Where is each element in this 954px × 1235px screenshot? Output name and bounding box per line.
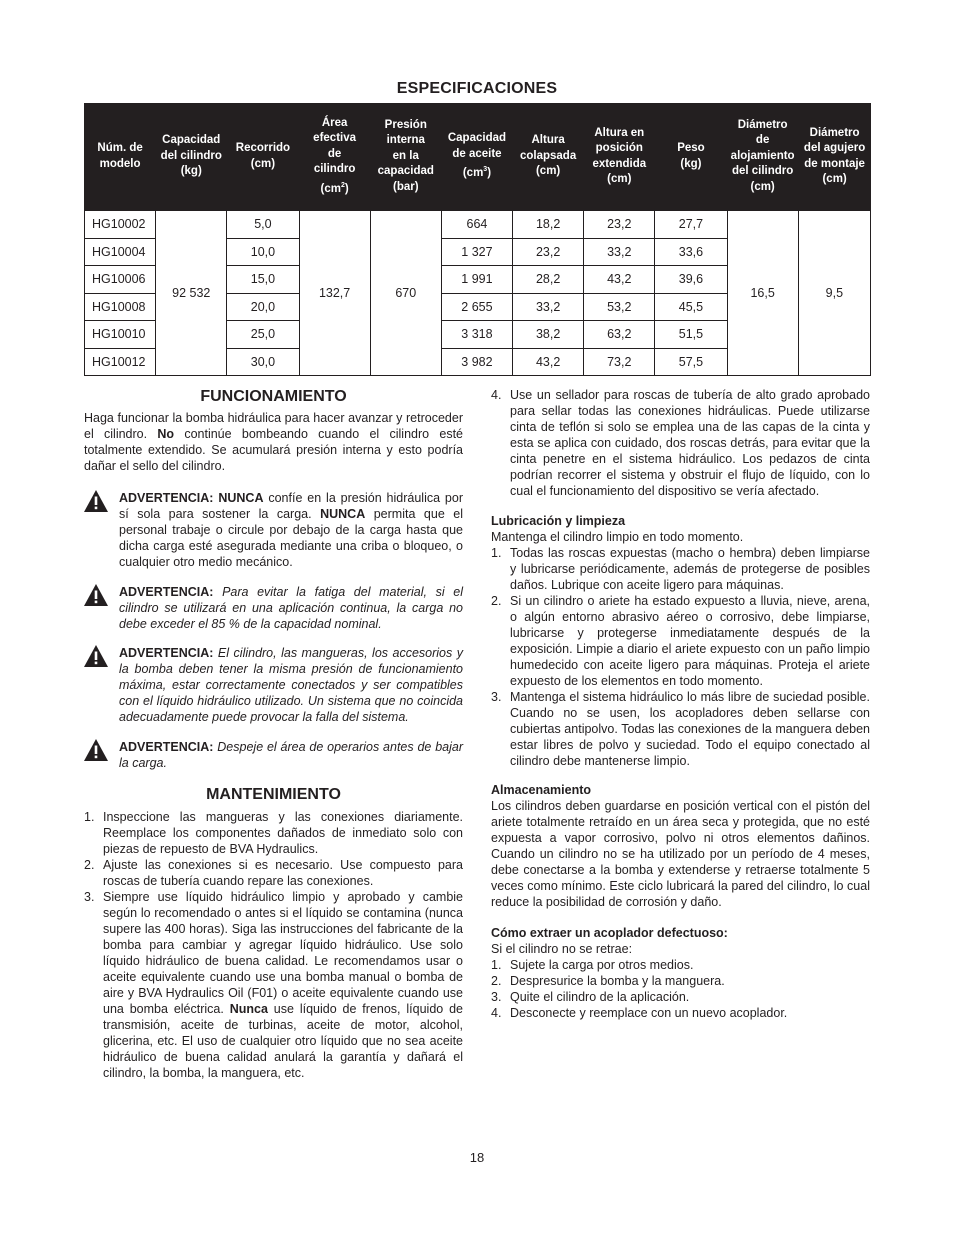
cell-extended: 73,2: [584, 348, 655, 376]
cell-stroke: 5,0: [227, 211, 299, 239]
header-housing: Diámetro de alojamiento del cilindro (cm): [727, 103, 798, 211]
cell-weight: 33,6: [655, 238, 727, 266]
mantenimiento-list: [84, 809, 463, 1081]
list-number: 3.: [491, 990, 502, 1004]
cell-stroke: 15,0: [227, 266, 299, 294]
list-text: Sujete la carga por otros medios.: [510, 958, 694, 972]
warning-1: [84, 490, 463, 570]
mantenimiento-list-continued: [491, 387, 870, 499]
list-text: Mantenga el sistema hidráulico lo más libre de suciedad posible. Cuando no se usen, los acopladores deben sellarse con cubiertas antipolvo. Todas las conexiones de la manguera deben estar libres de polvo y suciedad. Todo el equipo conectado al cilindro debe mantenerse limpio.: [510, 690, 870, 768]
page-number: 18: [469, 1150, 485, 1165]
mantenimiento-continued: [491, 387, 870, 499]
list-number: 1.: [491, 958, 502, 972]
header-oil: Capacidad de aceite $(cm^3)$: [441, 103, 512, 211]
list-item: [491, 973, 870, 989]
header-hole: Diámetro del agujero de montaje (cm): [798, 103, 870, 211]
list-item: [491, 989, 870, 1005]
cell-oil: 664: [441, 211, 512, 239]
cell-oil: 1 991: [441, 266, 512, 294]
list-number: 2.: [491, 974, 502, 988]
header-extended: Altura en posición extendida (cm): [584, 103, 655, 211]
spec-header-row: [85, 103, 871, 211]
text-run-bold: Nunca: [229, 1002, 268, 1016]
warning-text: Despeje el área de operarios antes de bajar la carga.: [119, 740, 463, 770]
list-item: [491, 957, 870, 973]
header-model: Núm. de modelo: [85, 103, 156, 211]
almacenamiento-text: Los cilindros deben guardarse en posición vertical con el pistón del ariete totalmente retraído en un área seca y protegida, que no esté expuesta a vapor corrosivo, polvo ni otros elementos dañinos. Cuando un cilindro no se ha utilizado por un período de 4 meses, debe conectarse a la bomba y extenderse y retraerse totalmente 5 veces como mínimo. Este ciclo lubricará la pared del cilindro, lo cual reduce la posibilidad de corrosión y daño.: [491, 799, 870, 909]
list-text: Inspeccione las mangueras y las conexiones diariamente. Reemplace los componentes dañados de inmediato solo con piezas de repuesto de BVA Hydraulics.: [103, 810, 463, 856]
list-text: Todas las roscas expuestas (macho o hembra) deben limpiarse y lubricarse periódicamente, además de protegerse de posibles daños. Lubrique con aceite ligero para máquinas.: [510, 546, 870, 592]
cell-collapsed: 38,2: [513, 321, 584, 349]
cell-stroke: 10,0: [227, 238, 299, 266]
mantenimiento-section: [84, 787, 463, 1081]
list-item: [491, 387, 870, 499]
list-item: [491, 689, 870, 769]
text-run-bold: No: [157, 427, 175, 441]
warning-triangle-icon: [84, 584, 108, 606]
cell-weight: 45,5: [655, 293, 727, 321]
cell-model: HG10012: [85, 348, 156, 376]
warning-label: ADVERTENCIA:: [119, 646, 214, 660]
warning-label: ADVERTENCIA:: [119, 491, 214, 505]
text-run: Haga funcionar la bomba hidráulica para hacer avanzar y retroceder el cilindro.: [84, 411, 463, 441]
list-number: 4.: [491, 1006, 502, 1020]
acoplador-intro: Si el cilindro no se retrae:: [491, 942, 633, 956]
acoplador-heading: Cómo extraer un acoplador defectuoso:: [491, 926, 728, 940]
header-stroke: Recorrido (cm): [227, 103, 299, 211]
list-number: 2.: [491, 594, 502, 608]
header-weight: Peso (kg): [655, 103, 727, 211]
cell-weight: 57,5: [655, 348, 727, 376]
almacenamiento-section: [491, 782, 870, 910]
header-capacity: Capacidad del cilindro (kg): [156, 103, 227, 211]
acoplador-section: [491, 925, 870, 1021]
text-run-bold: NUNCA: [320, 507, 366, 521]
list-item: [84, 857, 463, 889]
table-row: [85, 211, 871, 239]
list-text: Quite el cilindro de la aplicación.: [510, 990, 690, 1004]
warning-text: Para evitar la fatiga del material, si el cilindro se utilizará en una aplicación continua, la carga no debe exceder el 85 % de la capacidad nominal.: [119, 585, 463, 631]
header-area: Área efectiva de cilindro $(cm^2)$: [299, 103, 370, 211]
list-number: 2.: [84, 858, 95, 872]
cell-collapsed: 43,2: [513, 348, 584, 376]
cell-collapsed: 18,2: [513, 211, 584, 239]
warning-label: ADVERTENCIA:: [119, 740, 214, 754]
cell-capacity: 92 532: [156, 211, 227, 376]
funcionamiento-section: [84, 389, 463, 474]
warning-3: [84, 645, 463, 725]
list-number: 1.: [491, 546, 502, 560]
cell-model: HG10004: [85, 238, 156, 266]
cell-oil: 3 982: [441, 348, 512, 376]
list-text: Desconecte y reemplace con un nuevo acoplador.: [510, 1006, 788, 1020]
lubricacion-intro: Mantenga el cilindro limpio en todo momento.: [491, 530, 744, 544]
cell-weight: 51,5: [655, 321, 727, 349]
warning-triangle-icon: [84, 645, 108, 667]
cell-housing: 16,5: [727, 211, 798, 376]
list-text: Si un cilindro o ariete ha estado expuesto a lluvia, nieve, arena, o algún entorno abrasivo aéreo o corrosivo, debe limpiarse, lubricarse y protegerse inmediatamente después de la exposición. Limpie a diario el ariete expuesto con un paño limpio humedecido con aceite ligero para máquinas. Proteja el ariete expuesto de los elementos en todo momento.: [510, 594, 870, 688]
cell-extended: 63,2: [584, 321, 655, 349]
cell-extended: 53,2: [584, 293, 655, 321]
warning-triangle-icon: [84, 490, 108, 512]
spec-table: [84, 103, 871, 376]
cell-weight: 27,7: [655, 211, 727, 239]
text-run: continúe bombeando cuando el cilindro esté totalmente extendido. Se acumulará presión interna y esto podría dañar el sello del cilindro.: [84, 427, 463, 473]
warning-label: ADVERTENCIA:: [119, 585, 214, 599]
cell-weight: 39,6: [655, 266, 727, 294]
lubricacion-list: [491, 545, 870, 769]
acoplador-list: [491, 957, 870, 1021]
cell-model: HG10006: [85, 266, 156, 294]
funcionamiento-heading: FUNCIONAMIENTO: [200, 388, 347, 405]
cell-stroke: 20,0: [227, 293, 299, 321]
cell-model: HG10008: [85, 293, 156, 321]
list-item: [491, 545, 870, 593]
cell-oil: 3 318: [441, 321, 512, 349]
header-collapsed: Altura colapsada (cm): [513, 103, 584, 211]
cell-collapsed: 28,2: [513, 266, 584, 294]
warning-text: El cilindro, las mangueras, los accesorios y la bomba deben tener la misma presión de funcionamiento máxima, estar correctamente conectados y ser compatibles con el líquido hidráulico utilizado. Un sistema que no coincida adecuadamente puede provocar la falla del sistema.: [119, 646, 463, 724]
lubricacion-heading: Lubricación y limpieza: [491, 514, 626, 528]
list-item: [491, 1005, 870, 1021]
list-text: Use un sellador para roscas de tubería de alto grado aprobado para sellar todas las conexiones hidráulicas. Puede utilizarse cinta de teflón si solo se emplea una de las capas de la cinta y esta se aplica con cuidado, dos roscas detrás, para evitar que la cinta penetre en el sistema hidráulico. Los pedazos de cinta podrían recorrer el sistema y obstruir el flujo de líquido, con lo cual el funcionamiento del dispositivo se vería afectado.: [510, 388, 870, 498]
header-pressure: Presión interna en la capacidad (bar): [370, 103, 441, 211]
cell-oil: 1 327: [441, 238, 512, 266]
cell-model: HG10002: [85, 211, 156, 239]
cell-extended: 23,2: [584, 211, 655, 239]
cell-collapsed: 23,2: [513, 238, 584, 266]
list-number: 4.: [491, 388, 502, 402]
warning-2: [84, 584, 463, 632]
cell-collapsed: 33,2: [513, 293, 584, 321]
funcionamiento-paragraph: [84, 410, 463, 474]
warning-triangle-icon: [84, 739, 108, 761]
cell-model: HG10010: [85, 321, 156, 349]
cell-oil: 2 655: [441, 293, 512, 321]
cell-extended: 43,2: [584, 266, 655, 294]
text-run: confíe en la presión hidráulica por sí sola para sostener la carga.: [119, 491, 463, 521]
list-number: 3.: [84, 890, 95, 904]
cell-stroke: 30,0: [227, 348, 299, 376]
lubricacion-section: [491, 513, 870, 769]
cell-stroke: 25,0: [227, 321, 299, 349]
list-text: Ajuste las conexiones si es necesario. Use compuesto para roscas de tubería cuando repare las conexiones.: [103, 858, 463, 888]
cell-extended: 33,2: [584, 238, 655, 266]
warning-4: [84, 739, 463, 771]
list-text: Siempre use líquido hidráulico limpio y aprobado y cambie según lo recomendado o antes si el líquido se contamina (nunca supere las 400 horas). Siga las instrucciones del fabricante de la bomba para cambiar y agregar líquido hidráulico. Use solo líquido hidráulico de buena calidad. Le recomendamos usar o aceite equivalente cuando use una bomba manual o bomba de aire y BVA Hydraulics Oil (F01) o aceite equivalente cuando use una bomba eléctrica.: [103, 890, 463, 1016]
list-text: use líquido de frenos, líquido de transmisión, aceite de turbinas, aceite de motor, alcohol, glicerina, etc. El uso de cualquier otro líquido que no sea aceite hidráulico de buena calidad anulará la garantía y dañará el cilindro, la bomba, la manguera, etc.: [103, 1002, 464, 1080]
list-item: [84, 809, 463, 857]
list-number: 3.: [491, 690, 502, 704]
list-item: [84, 889, 463, 1081]
cell-hole: 9,5: [798, 211, 870, 376]
mantenimiento-heading: MANTENIMIENTO: [206, 786, 341, 803]
list-item: [491, 593, 870, 689]
text-run-bold: NUNCA: [213, 491, 264, 505]
almacenamiento-heading: Almacenamiento: [491, 783, 592, 797]
list-text: Despresurice la bomba y la manguera.: [510, 974, 725, 988]
spec-title: ESPECIFICACIONES: [396, 80, 558, 97]
list-number: 1.: [84, 810, 95, 824]
cell-pressure: 670: [370, 211, 441, 376]
text-run: permita que el personal trabaje o circule por debajo de la carga hasta que dicha carga esté asegurada mediante una criba o bloqueo, o cualquier otro medio mecánico.: [119, 507, 463, 569]
cell-area: 132,7: [299, 211, 370, 376]
